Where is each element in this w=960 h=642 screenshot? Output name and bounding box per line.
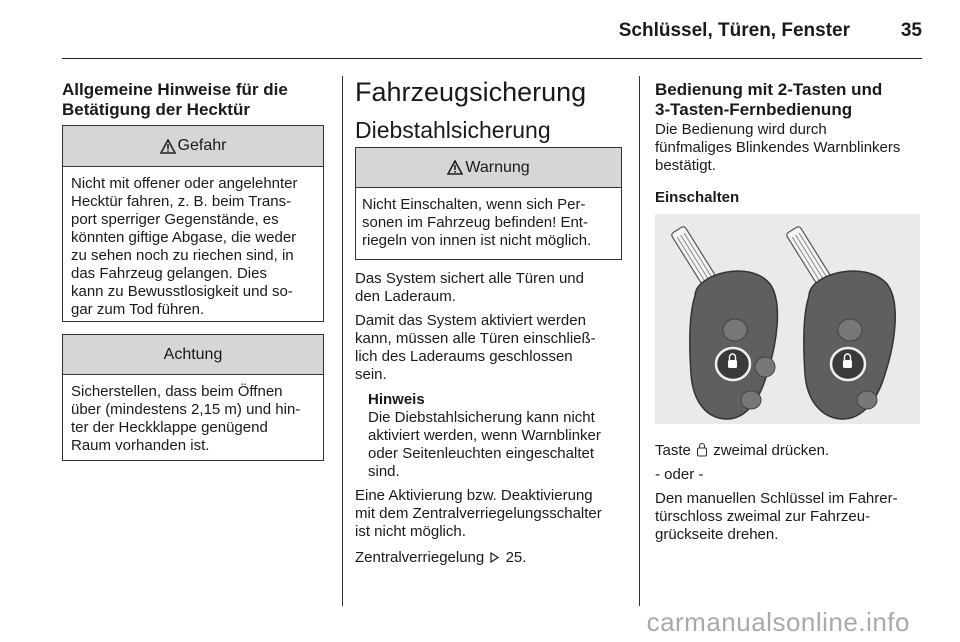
text-line: Die Diebstahlsicherung kann nicht xyxy=(368,409,595,426)
warning-box-header xyxy=(356,148,621,188)
text-line: zu sehen noch zu riechen sind, in xyxy=(71,247,294,264)
or-separator: - oder - xyxy=(655,466,704,483)
warning-triangle-icon xyxy=(160,139,176,154)
instruction-suffix: zweimal drücken. xyxy=(713,442,830,459)
text-line: aktiviert werden, wenn Warnblinker xyxy=(368,427,601,444)
text-line: sind. xyxy=(368,463,400,480)
warning-box xyxy=(355,147,622,260)
middle-body-text xyxy=(355,270,635,573)
instruction-prefix: Taste xyxy=(655,442,691,459)
text-line: gar zum Tod führen. xyxy=(71,301,205,318)
paragraph-zentralverriegelung-reference xyxy=(355,549,635,567)
subheading-einschalten: Einschalten xyxy=(655,189,740,206)
key-fobs-drawing xyxy=(655,214,920,424)
reference-text: Zentralverriegelung xyxy=(355,549,485,566)
text-line: sonen im Fahrzeug befinden! Ent- xyxy=(362,214,588,231)
text-line: kann, müssen alle Türen einschließ- xyxy=(355,330,596,347)
lock-button-icon xyxy=(696,442,708,457)
text-line: ter der Heckklappe genügend xyxy=(71,419,268,436)
warning-box-body xyxy=(356,188,621,258)
text-line: ist nicht möglich. xyxy=(355,523,466,540)
page-reference-triangle-icon xyxy=(490,552,499,563)
text-line: sein. xyxy=(355,366,387,383)
text-line: Den manuellen Schlüssel im Fahrer- xyxy=(655,490,898,507)
text-line: Damit das System aktiviert werden xyxy=(355,312,586,329)
danger-box-body xyxy=(63,167,323,327)
section-heading-fahrzeugsicherung: Fahrzeugsicherung xyxy=(355,77,587,107)
note-title: Hinweis xyxy=(368,391,425,408)
instruction-block xyxy=(655,442,955,550)
danger-box-title: Gefahr xyxy=(177,137,227,154)
text-line: türschloss zweimal zur Fahrzeu- xyxy=(655,508,871,525)
header-rule xyxy=(62,58,922,59)
heading-line: Bedienung mit 2-Tasten und xyxy=(655,80,883,99)
heading-line: Betätigung der Hecktür xyxy=(62,100,250,119)
section-heading-hecktuer xyxy=(62,80,332,120)
text-line: fünfmaliges Blinkendes Warnblinkers xyxy=(655,139,901,156)
text-line: bestätigt. xyxy=(655,157,716,174)
heading-line: 3-Tasten-Fernbedienung xyxy=(655,100,853,119)
column-divider-right xyxy=(639,76,640,606)
text-line: lich des Laderaums geschlossen xyxy=(355,348,573,365)
warning-triangle-icon xyxy=(447,160,463,175)
instruction-press-twice xyxy=(655,442,955,460)
section-heading-diebstahlsicherung: Diebstahlsicherung xyxy=(355,117,551,143)
caution-box-body xyxy=(63,375,323,463)
heading-line: Allgemeine Hinweise für die xyxy=(62,80,288,99)
text-line: Raum vorhanden ist. xyxy=(71,437,210,454)
text-line: Nicht mit offener oder angelehnter xyxy=(71,175,298,192)
text-line: Das System sichert alle Türen und xyxy=(355,270,584,287)
section-heading-fernbedienung xyxy=(655,80,945,120)
running-header-title: Schlüssel, Türen, Fenster xyxy=(618,20,850,41)
key-fob-right xyxy=(786,226,896,419)
caution-box xyxy=(62,334,324,461)
text-line: über (mindestens 2,15 m) und hin- xyxy=(71,401,301,418)
watermark: carmanualsonline.info xyxy=(646,607,910,637)
text-line: Hecktür fahren, z. B. beim Trans- xyxy=(71,193,292,210)
danger-box-header xyxy=(63,126,323,167)
text-line: das Fahrzeug gelangen. Dies xyxy=(71,265,267,282)
text-line: riegeln von innen ist nicht möglich. xyxy=(362,232,592,249)
note-block xyxy=(355,391,635,481)
text-line: Die Bedienung wird durch xyxy=(655,121,827,138)
paragraph-aktivierung-voraussetzung xyxy=(355,312,635,384)
danger-box xyxy=(62,125,324,322)
reference-page: 25. xyxy=(505,549,527,566)
paragraph-zentralverriegelungsschalter xyxy=(355,487,635,541)
caution-box-header xyxy=(63,335,323,375)
intro-text xyxy=(655,121,955,175)
manual-key-instruction xyxy=(655,490,955,544)
text-line: oder Seitenleuchten eingeschaltet xyxy=(368,445,594,462)
text-line: port sperriger Gegenstände, es xyxy=(71,211,279,228)
text-line: mit dem Zentralverriegelungsschalter xyxy=(355,505,602,522)
text-line: grückseite drehen. xyxy=(655,526,779,543)
page-number: 35 xyxy=(900,20,922,41)
text-line: Sicherstellen, dass beim Öffnen xyxy=(71,383,283,400)
warning-box-title: Warnung xyxy=(465,158,530,176)
text-line: Nicht Einschalten, wenn sich Per- xyxy=(362,196,586,213)
caution-box-title: Achtung xyxy=(163,345,223,363)
text-line: könnten giftige Abgase, die weder xyxy=(71,229,297,246)
remote-key-fobs-illustration xyxy=(655,214,920,424)
paragraph-system-sichert xyxy=(355,270,635,306)
text-line: kann zu Bewusstlosigkeit und so- xyxy=(71,283,293,300)
text-line: Eine Aktivierung bzw. Deaktivierung xyxy=(355,487,593,504)
column-divider-left xyxy=(342,76,343,606)
text-line: den Laderaum. xyxy=(355,288,456,305)
key-fob-left xyxy=(671,226,778,419)
